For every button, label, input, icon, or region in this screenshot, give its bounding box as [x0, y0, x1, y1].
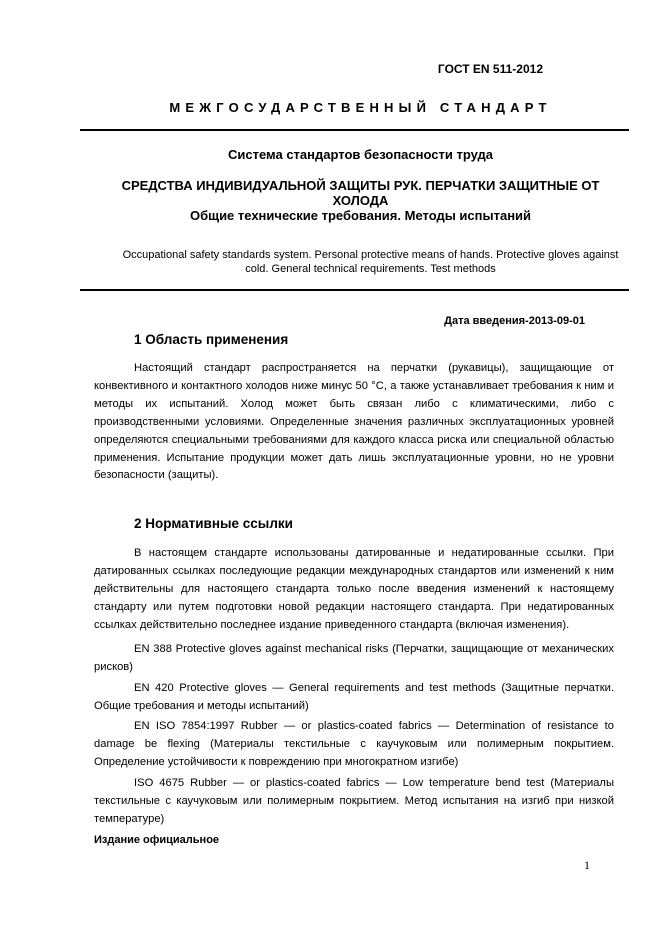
- reference-en-388: EN 388 Protective gloves against mechanical risks (Перчатки, защищающие от механических рисков): [94, 643, 614, 673]
- title-divider: [80, 289, 629, 291]
- standards-system-title: Система стандартов безопасности труда: [228, 147, 493, 162]
- standard-code: ГОСТ EN 511-2012: [437, 62, 543, 76]
- scope-paragraph: Настоящий стандарт распространяется на перчатки (рукавицы), защищающие от конвективного и контактного холодов ниже минус 50 °С, а также устанавливает требования к ним и методы их испытаний. Холод может быть связан либо с климатическими, либо с производственными условиями. Определенные значения различных эксплуатационных уровней определяются специальными требованиями для каждого класса риска или специальной областью применения. Испытание продукции может дать лишь эксплуатационные уровни, но не уровни безопасности (защиты).: [94, 362, 614, 482]
- section-heading-scope: 1 Область применения: [134, 332, 289, 347]
- english-title: Occupational safety standards system. Personal protective means of hands. Protective gloves against cold. General technical requirements. Test methods: [122, 249, 619, 275]
- document-title: СРЕДСТВА ИНДИВИДУАЛЬНОЙ ЗАЩИТЫ РУК. ПЕРЧАТКИ ЗАЩИТНЫЕ ОТ ХОЛОДА: [121, 178, 600, 208]
- introduction-date: Дата введения-2013-09-01: [444, 315, 585, 327]
- page-number: 1: [584, 858, 590, 872]
- document-subtitle: Общие технические требования. Методы испытаний: [189, 208, 532, 223]
- interstate-standard-label: МЕЖГОСУДАРСТВЕННЫЙ СТАНДАРТ: [169, 100, 552, 115]
- reference-en-iso-7854: EN ISO 7854:1997 Rubber — or plastics-coated fabrics — Determination of resistance to damage be flexing (Материалы текстильные с каучуковым или полимерным покрытием. Определение устойчивости к повреждению при многократном изгибе): [94, 720, 614, 768]
- references-intro-paragraph: В настоящем стандарте использованы датированные и недатированные ссылки. При датированных ссылках последующие редакции международных стандартов или изменений к ним действительны для настоящего стандарта только после введения изменений к настоящему стандарту или путем подготовки новой редакции настоящего стандарта. При недатированных ссылках действительно последнее издание приведенного стандарта (включая изменения).: [94, 547, 614, 631]
- section-heading-normative-references: 2 Нормативные ссылки: [134, 516, 293, 531]
- reference-iso-4675: ISO 4675 Rubber — or plastics-coated fabrics — Low temperature bend test (Материалы текстильные с каучуковым или полимерным покрытием. Метод испытания на изгиб при низкой температуре): [94, 777, 614, 825]
- official-edition-label: Издание официальное: [94, 834, 220, 846]
- top-divider: [80, 129, 629, 131]
- reference-en-420: EN 420 Protective gloves — General requirements and test methods (Защитные перчатки. Общие требования и методы испытаний): [94, 682, 614, 712]
